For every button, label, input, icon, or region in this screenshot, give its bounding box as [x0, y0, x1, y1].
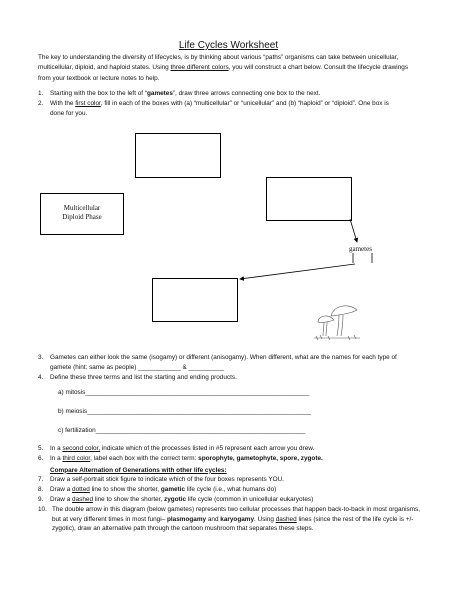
question-4 [38, 373, 418, 383]
term-meiosis-row[interactable] [58, 408, 311, 415]
q4-number: 4. [38, 373, 44, 381]
gametes-label: gametes [349, 245, 372, 253]
q8-gametic: gametic [160, 486, 186, 494]
mushroom-icon [314, 306, 360, 340]
term-meiosis-line[interactable]: _______________________________________________________________ [87, 408, 312, 415]
page-title: Life Cycles Worksheet [178, 40, 279, 51]
term-fertilization-row[interactable] [58, 427, 305, 434]
q9-text-c: life cycle (common in unicellular eukaryotes) [186, 495, 314, 503]
arrow-to-bottom-box [240, 264, 355, 279]
q10-text-b: and [206, 515, 221, 523]
q6-terms: sporophyte, gametophyte, spore, zygote. [198, 454, 323, 462]
q2-text-b: , fill in each of the boxes with (a) “multicellular” or “unicellular” and (b) “haploid” or “diploid”. One box is done for you. [50, 99, 389, 117]
q6-text-a: In a [50, 454, 63, 462]
question-10 [38, 505, 423, 534]
q5-text-b: indicate which of the processes listed in #5 represent each arrow you drew. [100, 445, 315, 452]
q6-third-color: third color [62, 454, 91, 462]
section-heading: Compare Alternation of Generations with other life cycles: [50, 466, 227, 474]
q9-dashed: dashed [72, 495, 93, 503]
term-mitosis-line[interactable]: _______________________________________________________________ [85, 389, 310, 396]
q9-zygotic: zygotic [164, 495, 187, 503]
intro-three-colors: three different colors [170, 64, 229, 72]
q10-text-d: lines (since the rest of the life cycle is +/- zygotic), draw an alternative path through the cartoon mushroom that separates these steps. [52, 515, 414, 533]
q1-text-a: Starting with the box to the left of “ [50, 90, 147, 97]
q10-text-a: The double arrow in this diagram (below gametes) represents two cellular processes that happen back-to-back in most organisms, but at very different times in most fungi– [52, 505, 420, 523]
q2-text-a: With the [50, 99, 76, 107]
question-6 [38, 454, 423, 464]
question-7 [38, 475, 423, 485]
q2-number: 2. [38, 99, 44, 107]
q5-second-color: second color, [62, 445, 101, 452]
q8-text-a: Draw a [50, 486, 73, 494]
example-box-line-1: Multicellular [63, 204, 101, 212]
q10-karyogamy: karyogamy [220, 515, 255, 523]
example-box-line-2: Diploid Phase [62, 213, 102, 221]
q4-text: Define these three terms and list the starting and ending products. [50, 373, 237, 381]
q9-text-b: line to show the shorter, [93, 495, 165, 503]
term-fertilization-line[interactable]: ___________________________________________________________ [95, 427, 306, 434]
question-9 [38, 495, 423, 505]
term-meiosis-label: b) meiosis [58, 408, 88, 415]
q6-text-b: , label each box with the correct term: [90, 454, 199, 462]
q3-text: Gametes can either look the same (isogamy) or different (anisogamy). When different, what are the names for each type of gamete (hint: same as people) ____________ & __________ [50, 354, 397, 371]
q5-text-a: In a [50, 445, 63, 452]
question-5 [38, 444, 423, 454]
instructions-3-4 [38, 353, 418, 382]
q10-plasmogamy: plasmogamy [166, 515, 207, 523]
question-8 [38, 485, 423, 495]
q8-number: 8. [38, 486, 44, 494]
q6-number: 6. [38, 454, 44, 462]
q1-text-b: ”, draw three arrows connecting one box to the next. [172, 90, 321, 97]
q5-number: 5. [38, 445, 44, 452]
q9-text-a: Draw a [50, 495, 73, 503]
intro-text-a: The key to understanding the diversity of lifecycles, is by thinking about various “paths” organisms can take between unicellular, multicellular, diploid, and haploid states. Using [38, 54, 399, 72]
question-3 [38, 353, 418, 373]
q3-number: 3. [38, 354, 44, 361]
arrow-to-gametes [350, 219, 357, 242]
term-mitosis-label: a) mitosis [58, 389, 86, 396]
q8-dotted: dotted [72, 486, 90, 494]
q10-number: 10. [38, 505, 47, 513]
section-heading-row [38, 466, 423, 476]
q1-gametes: gametes [146, 90, 173, 97]
q7-number: 7. [38, 476, 44, 484]
term-fertilization-label: c) fertilization [58, 427, 96, 434]
q10-dashed: dashed [275, 515, 297, 523]
term-mitosis-row[interactable] [58, 389, 309, 396]
intro-text-b: , you will construct a chart below. Consult the lifecycle drawings from your textbook or lecture notes to help. [38, 64, 409, 82]
q9-number: 9. [38, 495, 44, 503]
q8-text-b: line to show the shorter, [89, 486, 161, 494]
instructions-5-10 [38, 444, 423, 534]
q1-number: 1. [38, 90, 44, 97]
q2-first-color: first color [75, 99, 101, 107]
q8-text-c: life cycle (i.e., what humans do) [185, 486, 277, 494]
q10-text-c: . Using [254, 515, 276, 523]
q7-text: Draw a self-portrait stick figure to indicate which of the four boxes represents YOU. [50, 476, 284, 484]
